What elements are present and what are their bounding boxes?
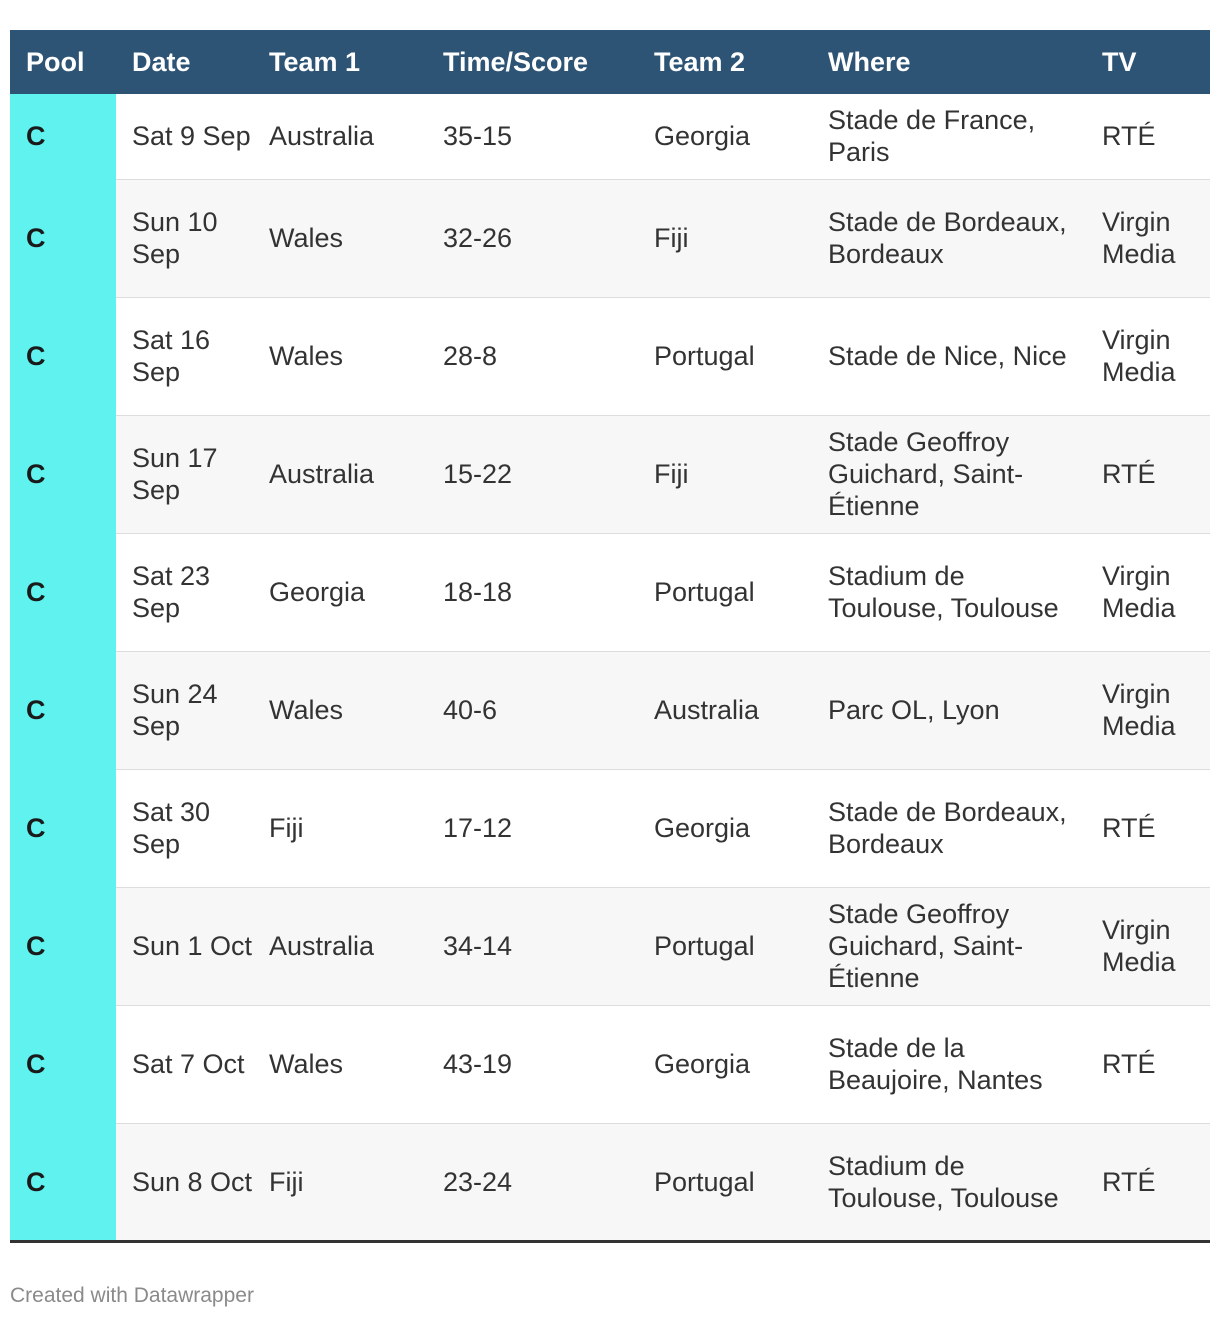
tv-cell: RTÉ [1086, 415, 1210, 533]
score-cell: 43-19 [427, 1005, 638, 1123]
team1-cell: Wales [253, 297, 427, 415]
header-date[interactable]: Date [116, 30, 253, 94]
where-cell: Stade de Bordeaux, Bordeaux [812, 179, 1086, 297]
table-row [10, 887, 1210, 1005]
where-cell: Stade Geoffroy Guichard, Saint-Étienne [812, 415, 1086, 533]
team2-cell: Portugal [638, 1123, 812, 1241]
tv-cell: RTÉ [1086, 1123, 1210, 1241]
pool-cell: C [10, 94, 116, 179]
score-cell: 17-12 [427, 769, 638, 887]
date-cell: Sun 10 Sep [116, 179, 253, 297]
team2-cell: Portugal [638, 887, 812, 1005]
pool-cell: C [10, 769, 116, 887]
score-cell: 32-26 [427, 179, 638, 297]
score-cell: 35-15 [443, 121, 513, 152]
team2-cell: Fiji [638, 415, 812, 533]
score-cell: 40-6 [427, 651, 638, 769]
team1-cell: Australia [253, 887, 427, 1005]
date-cell: Sun 24 Sep [116, 651, 253, 769]
team1-cell: Wales [253, 179, 427, 297]
team1-cell: Fiji [253, 1123, 427, 1241]
pool-cell: C [10, 415, 116, 533]
header-team2[interactable]: Team 2 [638, 30, 812, 94]
team2-cell: Australia [638, 651, 812, 769]
date-cell: Sat 23 Sep [116, 533, 253, 651]
table-row [10, 1123, 1210, 1241]
team1-cell: Georgia [253, 533, 427, 651]
fixtures-table [10, 30, 1210, 1243]
datawrapper-credit[interactable]: Created with Datawrapper [10, 1284, 254, 1307]
tv-cell: Virgin Media [1086, 533, 1210, 651]
date-cell: Sun 17 Sep [116, 415, 253, 533]
pool-cell: C [10, 297, 116, 415]
date-cell: Sat 7 Oct [116, 1005, 253, 1123]
pool-cell: C [10, 179, 116, 297]
where-cell: Parc OL, Lyon [812, 651, 1086, 769]
team2-cell: Portugal [638, 533, 812, 651]
tv-cell: Virgin Media [1086, 651, 1210, 769]
team1-cell: Australia [253, 415, 427, 533]
date-cell: Sat 9 Sep [132, 121, 251, 152]
header-where[interactable]: Where [812, 30, 1086, 94]
date-cell: Sun 1 Oct [116, 887, 253, 1005]
table-row [10, 769, 1210, 887]
table-row [10, 415, 1210, 533]
where-cell: Stade de la Beaujoire, Nantes [812, 1005, 1086, 1123]
team2-cell: Georgia [638, 1005, 812, 1123]
pool-cell: C [10, 533, 116, 651]
score-cell: 15-22 [427, 415, 638, 533]
where-cell: Stade de Bordeaux, Bordeaux [812, 769, 1086, 887]
where-cell: Stade de France, Paris [828, 105, 1036, 168]
header-pool[interactable]: Pool [10, 30, 116, 94]
team2-cell: Georgia [654, 121, 751, 152]
header-time-score[interactable]: Time/Score [427, 30, 638, 94]
team1-cell: Australia [269, 121, 375, 152]
tv-cell: RTÉ [1086, 1005, 1210, 1123]
score-cell: 28-8 [427, 297, 638, 415]
score-cell: 34-14 [427, 887, 638, 1005]
table-header [10, 30, 1210, 94]
table-body [10, 94, 1210, 1241]
tv-cell: Virgin Media [1086, 297, 1210, 415]
header-team1[interactable]: Team 1 [253, 30, 427, 94]
fixtures-table-container [10, 30, 1210, 1243]
where-cell: Stade Geoffroy Guichard, Saint-Étienne [812, 887, 1086, 1005]
team1-cell: Wales [253, 1005, 427, 1123]
table-row [10, 94, 1210, 179]
table-row [10, 1005, 1210, 1123]
team2-cell: Georgia [638, 769, 812, 887]
tv-cell: RTÉ [1102, 121, 1156, 152]
score-cell: 23-24 [427, 1123, 638, 1241]
tv-cell: Virgin Media [1086, 179, 1210, 297]
team1-cell: Fiji [253, 769, 427, 887]
table-row [10, 651, 1210, 769]
pool-cell: C [10, 651, 116, 769]
pool-cell: C [10, 1123, 116, 1241]
pool-cell: C [10, 1005, 116, 1123]
table-row [10, 297, 1210, 415]
table-row [10, 179, 1210, 297]
tv-cell: RTÉ [1086, 769, 1210, 887]
table-row [10, 533, 1210, 651]
team2-cell: Fiji [638, 179, 812, 297]
where-cell: Stadium de Toulouse, Toulouse [812, 533, 1086, 651]
team2-cell: Portugal [638, 297, 812, 415]
where-cell: Stadium de Toulouse, Toulouse [812, 1123, 1086, 1241]
where-cell: Stade de Nice, Nice [812, 297, 1086, 415]
date-cell: Sat 30 Sep [116, 769, 253, 887]
score-cell: 18-18 [427, 533, 638, 651]
header-row [10, 30, 1210, 94]
pool-cell: C [10, 887, 116, 1005]
header-tv[interactable]: TV [1086, 30, 1210, 94]
team1-cell: Wales [253, 651, 427, 769]
tv-cell: Virgin Media [1086, 887, 1210, 1005]
date-cell: Sat 16 Sep [116, 297, 253, 415]
date-cell: Sun 8 Oct [116, 1123, 253, 1241]
